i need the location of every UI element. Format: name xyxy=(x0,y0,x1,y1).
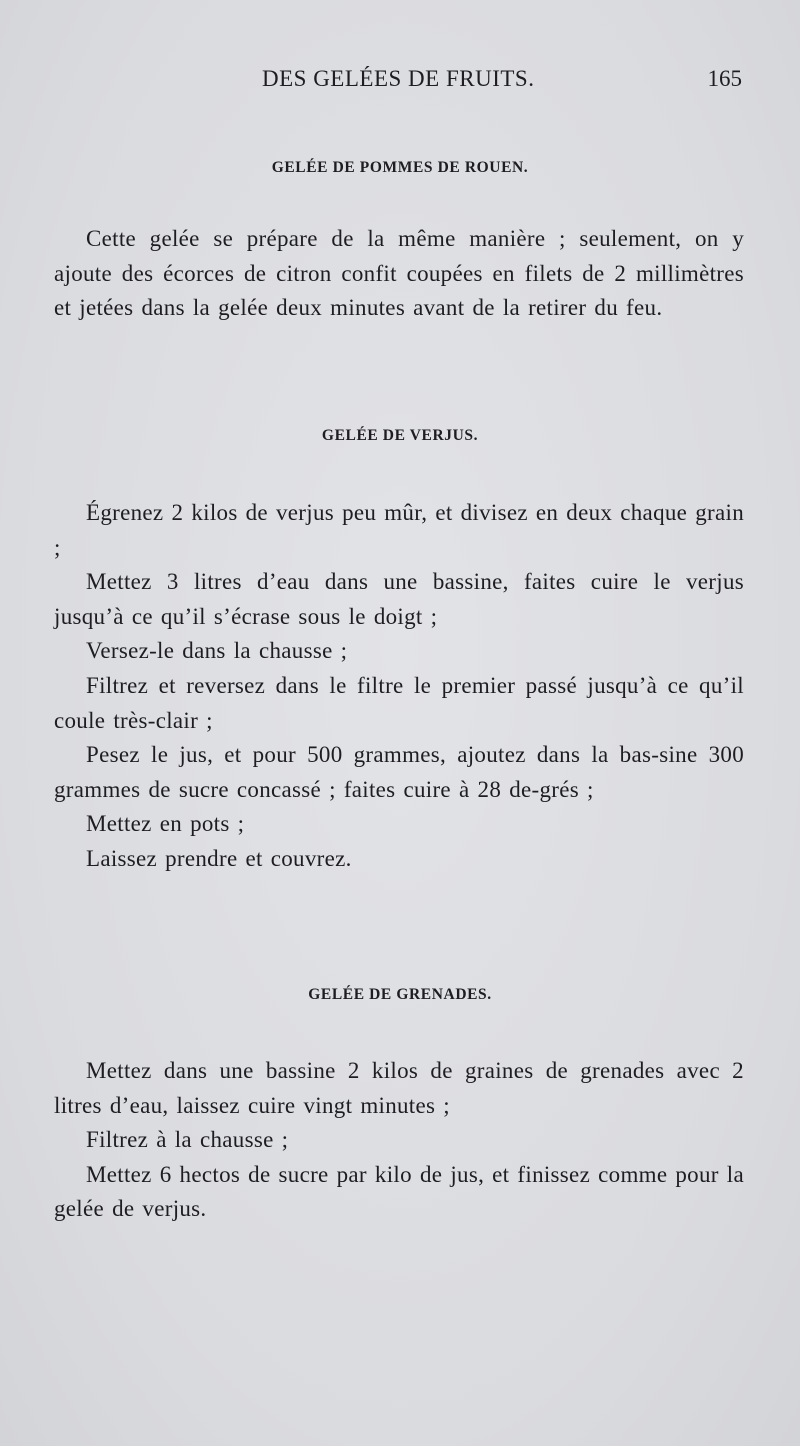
running-title: DES GELÉES DE FRUITS. xyxy=(262,66,535,91)
section-title-pommes-de-rouen: GELÉE DE POMMES DE ROUEN. xyxy=(271,159,529,176)
page-number: 165 xyxy=(707,66,742,91)
paragraph: Cette gelée se prépare de la même manière ; seulement, on y ajoute des écorces de citron confit coupées en filets de 2 millimètres et jetées dans la gelée deux minutes avant de la retirer du feu. xyxy=(54,226,744,321)
section-body-pommes-de-rouen xyxy=(54,222,744,326)
paragraph: Laissez prendre et couvrez. xyxy=(86,845,352,871)
section-title-grenades: GELÉE DE GRENADES. xyxy=(308,986,492,1003)
paragraph: Mettez 6 hectos de sucre par kilo de jus, et finissez comme pour la gelée de verjus. xyxy=(54,1161,744,1222)
section-title-verjus: GELÉE DE VERJUS. xyxy=(321,427,479,444)
section-body-verjus xyxy=(54,496,744,877)
section-body-grenades xyxy=(54,1054,744,1227)
running-head xyxy=(0,62,800,96)
paragraph: Versez-le dans la chausse ; xyxy=(86,638,348,664)
paragraph: Filtrez et reversez dans le filtre le premier passé jusqu’à ce qu’il coule très-clair ; xyxy=(54,672,744,733)
paragraph: Mettez en pots ; xyxy=(86,811,245,837)
paragraph: Filtrez à la chausse ; xyxy=(86,1127,289,1153)
paragraph: Pesez le jus, et pour 500 grammes, ajoutez dans la bas-sine 300 grammes de sucre concassé ; faites cuire à 28 de-grés ; xyxy=(54,742,744,802)
paragraph: Mettez dans une bassine 2 kilos de graines de grenades avec 2 litres d’eau, laissez cuire vingt minutes ; xyxy=(54,1058,744,1118)
paragraph: Mettez 3 litres d’eau dans une bassine, faites cuire le verjus jusqu’à ce qu’il s’écrase sous le doigt ; xyxy=(54,569,744,629)
paragraph: Égrenez 2 kilos de verjus peu mûr, et divisez en deux chaque grain ; xyxy=(54,500,744,560)
